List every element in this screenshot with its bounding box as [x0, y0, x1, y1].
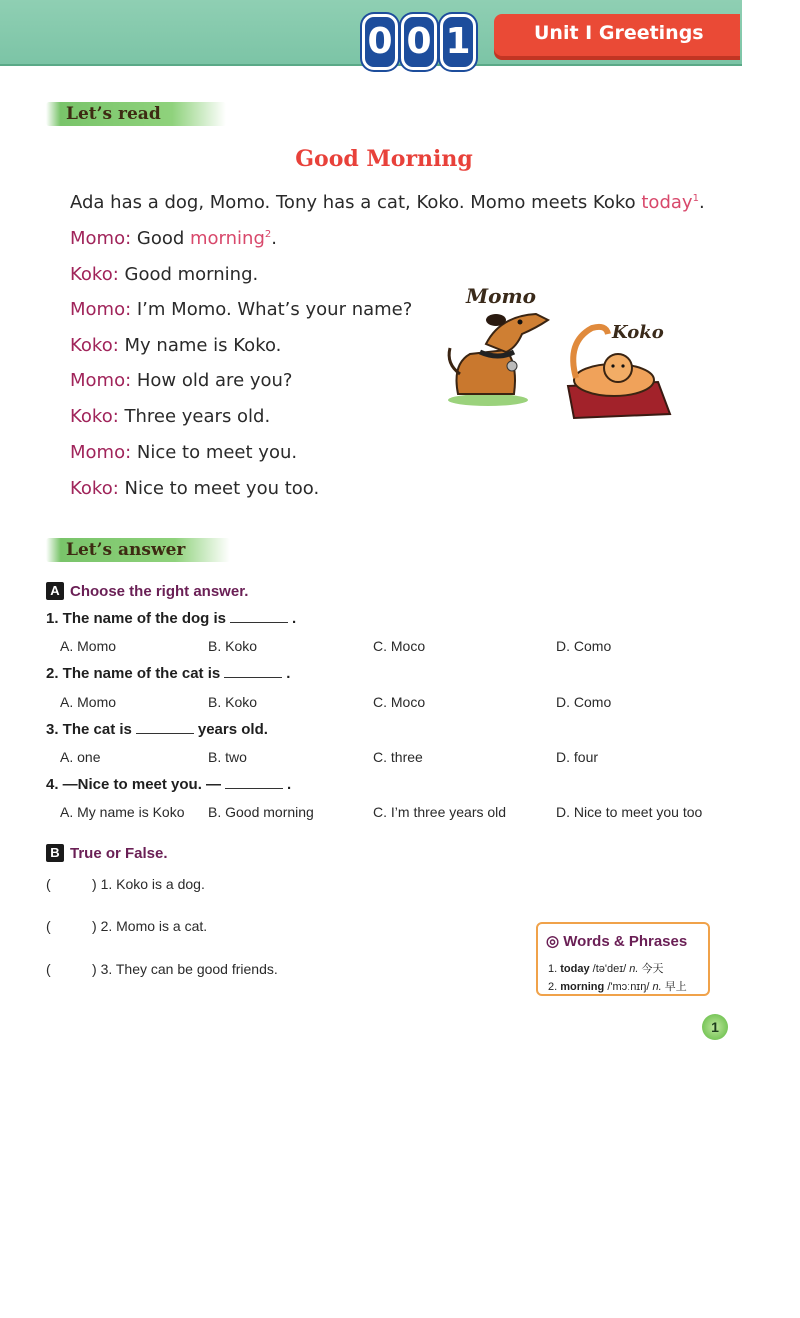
- speaker: Momo:: [70, 442, 132, 463]
- option[interactable]: D. four: [556, 749, 599, 765]
- option[interactable]: D. Como: [556, 694, 612, 710]
- dog-illustration: [436, 304, 556, 408]
- answer-blank[interactable]: [136, 732, 194, 734]
- word: today: [560, 963, 590, 975]
- statement: 3. They can be good friends.: [100, 961, 278, 977]
- vocab-word: morning: [190, 228, 265, 249]
- speaker: Koko:: [70, 335, 119, 356]
- question-text: 3. The cat is: [46, 721, 132, 738]
- option[interactable]: B. Good morning: [208, 804, 314, 820]
- speaker: Koko:: [70, 264, 119, 285]
- speaker: Momo:: [70, 370, 132, 391]
- answer-paren-open[interactable]: (: [46, 961, 51, 977]
- intro-text: Ada has a dog, Momo. Tony has a cat, Koko. Momo meets Koko: [70, 192, 642, 213]
- question: [46, 610, 296, 627]
- question-end: .: [292, 610, 297, 627]
- answer-blank[interactable]: [230, 621, 288, 623]
- option[interactable]: B. Koko: [208, 694, 258, 710]
- answer-blank[interactable]: [224, 676, 282, 678]
- speaker: Momo:: [70, 299, 132, 320]
- option[interactable]: B. Koko: [208, 638, 258, 654]
- words-phrases-box: [536, 922, 710, 996]
- word-pos: n.: [652, 981, 662, 993]
- answer-paren-open[interactable]: (: [46, 876, 51, 892]
- dialogue-line: [70, 370, 293, 391]
- question: [46, 665, 290, 682]
- question-text: 2. The name of the cat is: [46, 665, 221, 682]
- word-ipa: /'mɔːnɪŋ/: [607, 981, 650, 993]
- lesson-digit: 1: [440, 14, 476, 70]
- dialogue-text: Nice to meet you too.: [118, 478, 320, 499]
- dialogue-text: Three years old.: [118, 406, 271, 427]
- option[interactable]: A. one: [60, 749, 101, 765]
- dialogue-line: [70, 299, 412, 320]
- statement: 2. Momo is a cat.: [100, 918, 208, 934]
- section-label-answer: Let’s answer: [46, 538, 230, 562]
- option[interactable]: B. two: [208, 749, 247, 765]
- true-false-item: [46, 918, 207, 934]
- option[interactable]: D. Como: [556, 638, 612, 654]
- option[interactable]: D. Nice to meet you too: [556, 804, 703, 820]
- question: [46, 776, 291, 793]
- question: [46, 721, 268, 738]
- dialogue-line: [70, 406, 270, 427]
- question-end: .: [287, 776, 292, 793]
- question-end: years old.: [197, 721, 268, 738]
- option[interactable]: A. My name is Koko: [60, 804, 185, 820]
- part-a-badge: A: [46, 582, 64, 600]
- dialogue-text: Nice to meet you.: [131, 442, 298, 463]
- word-meaning: 今天: [641, 963, 664, 975]
- dialogue-text: Good: [131, 228, 190, 249]
- question-text: 1. The name of the dog is: [46, 610, 227, 627]
- part-b-heading: [46, 844, 168, 862]
- lesson-digit: 0: [362, 14, 398, 70]
- lesson-number: [362, 14, 476, 70]
- word-num: 1.: [548, 963, 558, 975]
- question-end: .: [286, 665, 291, 682]
- answer-paren-close: ): [92, 961, 97, 977]
- unit-title: Unit I Greetings: [494, 14, 740, 56]
- word-pos: n.: [629, 963, 639, 975]
- dialogue-text: How old are you?: [131, 370, 293, 391]
- dog-label: Momo: [466, 284, 536, 308]
- word: morning: [560, 981, 605, 993]
- part-b-badge: B: [46, 844, 64, 862]
- dialogue-end: .: [271, 228, 277, 249]
- story-title: Good Morning: [295, 146, 473, 172]
- true-false-item: [46, 876, 205, 892]
- section-label-read: Let’s read: [46, 102, 226, 126]
- vocab-footnote: 2: [264, 229, 272, 240]
- option[interactable]: C. Moco: [373, 638, 426, 654]
- intro-end: .: [698, 192, 705, 213]
- word-meaning: 早上: [664, 981, 687, 993]
- dialogue-line: [70, 442, 297, 463]
- option[interactable]: C. Moco: [373, 694, 426, 710]
- lesson-digit: 0: [401, 14, 437, 70]
- vocab-word: today: [641, 192, 693, 213]
- page-number: 1: [702, 1014, 728, 1040]
- words-phrases-title: [546, 932, 687, 950]
- part-a-heading: [46, 582, 248, 600]
- vocab-footnote: 1: [692, 193, 699, 204]
- answer-paren-open[interactable]: (: [46, 918, 51, 934]
- option[interactable]: A. Momo: [60, 694, 117, 710]
- question-text: 4. —Nice to meet you. —: [46, 776, 222, 793]
- dialogue-line: [70, 228, 277, 249]
- speaker: Koko:: [70, 478, 119, 499]
- speaker: Momo:: [70, 228, 132, 249]
- answer-blank[interactable]: [225, 787, 283, 789]
- option[interactable]: C. three: [373, 749, 423, 765]
- dialogue-text: I’m Momo. What’s your name?: [131, 299, 413, 320]
- part-b-instruction: True or False.: [70, 844, 168, 862]
- word-ipa: /tə'deɪ/: [592, 963, 627, 975]
- speaker: Koko:: [70, 406, 119, 427]
- statement: 1. Koko is a dog.: [100, 876, 205, 892]
- intro-line: [70, 192, 705, 213]
- cat-illustration: [562, 322, 674, 422]
- answer-paren-close: ): [92, 918, 97, 934]
- word-entry: [548, 960, 664, 976]
- cat-label: Koko: [612, 322, 664, 343]
- dialogue-text: My name is Koko.: [118, 335, 282, 356]
- word-num: 2.: [548, 981, 558, 993]
- target-icon: ◎: [546, 933, 560, 950]
- option[interactable]: A. Momo: [60, 638, 117, 654]
- option[interactable]: C. I’m three years old: [373, 804, 507, 820]
- true-false-item: [46, 961, 278, 977]
- words-title-text: Words & Phrases: [563, 933, 688, 950]
- word-entry: [548, 978, 687, 994]
- dialogue-line: [70, 335, 281, 356]
- answer-paren-close: ): [92, 876, 97, 892]
- dialogue-text: Good morning.: [118, 264, 259, 285]
- dialogue-line: [70, 478, 319, 499]
- part-a-instruction: Choose the right answer.: [70, 582, 249, 600]
- dialogue-line: [70, 264, 258, 285]
